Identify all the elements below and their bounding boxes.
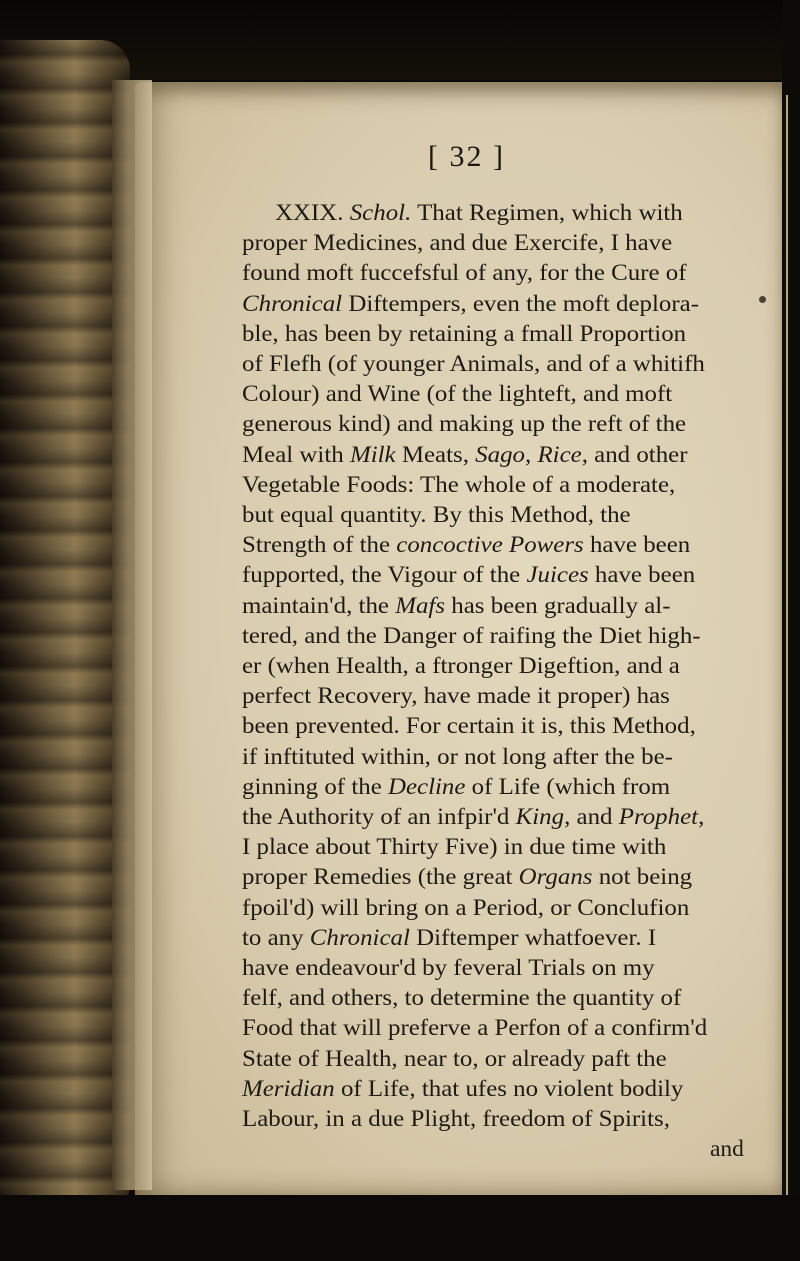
text-line	[710, 1134, 744, 1164]
text-line	[242, 802, 704, 832]
italic-word: Organs	[518, 864, 593, 891]
text-run: Meats,	[395, 441, 476, 468]
text-line	[242, 1013, 707, 1043]
text-line	[242, 319, 686, 349]
text-line	[242, 862, 692, 892]
text-line	[242, 893, 689, 923]
italic-word: Juices	[526, 562, 589, 589]
italic-word: Milk	[349, 441, 396, 468]
text-run: fupported, the Vigour of the	[242, 562, 527, 589]
italic-word: Decline	[387, 773, 466, 800]
text-line	[242, 228, 672, 258]
text-line	[242, 560, 695, 590]
page-number: [ 32 ]	[428, 140, 505, 173]
text-line	[242, 409, 686, 439]
text-run: Colour) and Wine (of the lighteft, and moft	[242, 381, 673, 408]
text-run: , and other	[581, 441, 688, 468]
text-run: have been	[583, 532, 691, 559]
text-run: perfect Recovery, have made it proper) has	[242, 683, 670, 710]
text-run: have been	[588, 562, 696, 589]
text-run: Strength of the	[242, 532, 397, 559]
text-run: fpoil'd) will bring on a Period, or Conclufion	[242, 894, 690, 921]
text-run: XXIX.	[275, 200, 350, 226]
text-line	[242, 772, 670, 802]
text-run: ,	[698, 804, 705, 830]
italic-word: Chronical	[309, 924, 410, 951]
text-run: tered, and the Danger of raifing the Diet high-	[242, 622, 701, 649]
text-run: Labour, in a due Plight, freedom of Spirits,	[242, 1106, 670, 1132]
text-run: felf, and others, to determine the quantity of	[242, 985, 682, 1012]
text-line	[242, 379, 672, 409]
italic-word: Schol.	[349, 200, 412, 226]
text-run: of Life, that ufes no violent bodily	[334, 1075, 684, 1102]
text-run: Diftempers, even the moft deplora-	[342, 290, 700, 317]
text-run: That Regimen, which with	[411, 200, 683, 226]
text-run: ble, has been by retaining a fmall Proportion	[242, 320, 687, 347]
text-line	[242, 591, 671, 621]
text-run: I place about Thirty Five) in due time with	[242, 834, 667, 861]
text-run: of Flefh (of younger Animals, and of a whitifh	[242, 351, 705, 377]
text-line	[242, 1074, 683, 1104]
text-line	[242, 349, 705, 379]
text-run: maintain'd, the	[242, 592, 396, 619]
italic-word: Sago	[475, 441, 525, 468]
italic-word: Mafs	[395, 592, 446, 619]
text-run: the Authority of an infpir'd	[242, 804, 516, 830]
text-line	[242, 470, 675, 500]
text-run: State of Health, near to, or already paft the	[242, 1045, 667, 1072]
text-line	[242, 621, 701, 651]
text-run: have endeavour'd by feveral Trials on my	[242, 955, 655, 981]
italic-word: King	[515, 804, 565, 830]
text-line	[242, 983, 681, 1013]
text-run: Food that will preferve a Perfon of a confirm'd	[242, 1015, 708, 1042]
text-run: to any	[242, 924, 310, 951]
text-line	[242, 289, 699, 319]
italic-word: concoctive Powers	[396, 532, 584, 559]
text-run: proper Medicines, and due Exercife, I have	[242, 230, 673, 257]
text-run: Diftemper whatfoever. I	[409, 924, 657, 951]
italic-word: Chronical	[242, 290, 343, 317]
text-run: ginning of the	[242, 773, 388, 800]
text-run: ,	[524, 441, 538, 468]
text-run: , and	[564, 804, 619, 830]
text-line	[242, 711, 696, 741]
text-run: er (when Health, a ftronger Digeftion, and a	[242, 653, 680, 679]
text-run: Meal with	[242, 441, 350, 468]
text-line	[242, 530, 690, 560]
text-line	[242, 258, 687, 288]
text-line	[242, 651, 680, 681]
text-line	[242, 681, 670, 711]
text-line	[242, 953, 655, 983]
text-run: if inftituted within, or not long after the be-	[242, 743, 673, 770]
text-line	[242, 1044, 667, 1074]
text-run: and	[710, 1136, 744, 1163]
italic-word: Prophet	[618, 804, 699, 830]
text-line	[242, 832, 666, 862]
text-run: not being	[592, 864, 693, 891]
text-run: but equal quantity. By this Method, the	[242, 502, 631, 528]
text-run: been prevented. For certain it is, this Method,	[242, 713, 696, 740]
text-line	[242, 923, 656, 953]
text-run: proper Remedies (the great	[242, 864, 519, 891]
text-run: has been gradually al-	[445, 592, 671, 619]
italic-word: Meridian	[242, 1075, 335, 1102]
text-line	[242, 742, 673, 772]
text-line	[242, 1104, 670, 1134]
italic-word: Rice	[537, 441, 582, 468]
text-run: of Life (which from	[465, 773, 671, 800]
text-line	[242, 500, 631, 530]
text-run: found moft fuccefsful of any, for the Cure of	[242, 260, 687, 287]
text-run: Vegetable Foods: The whole of a moderate,	[242, 471, 676, 498]
text-line	[275, 198, 683, 228]
text-run: generous kind) and making up the reft of the	[242, 411, 687, 438]
text-line	[242, 440, 688, 470]
